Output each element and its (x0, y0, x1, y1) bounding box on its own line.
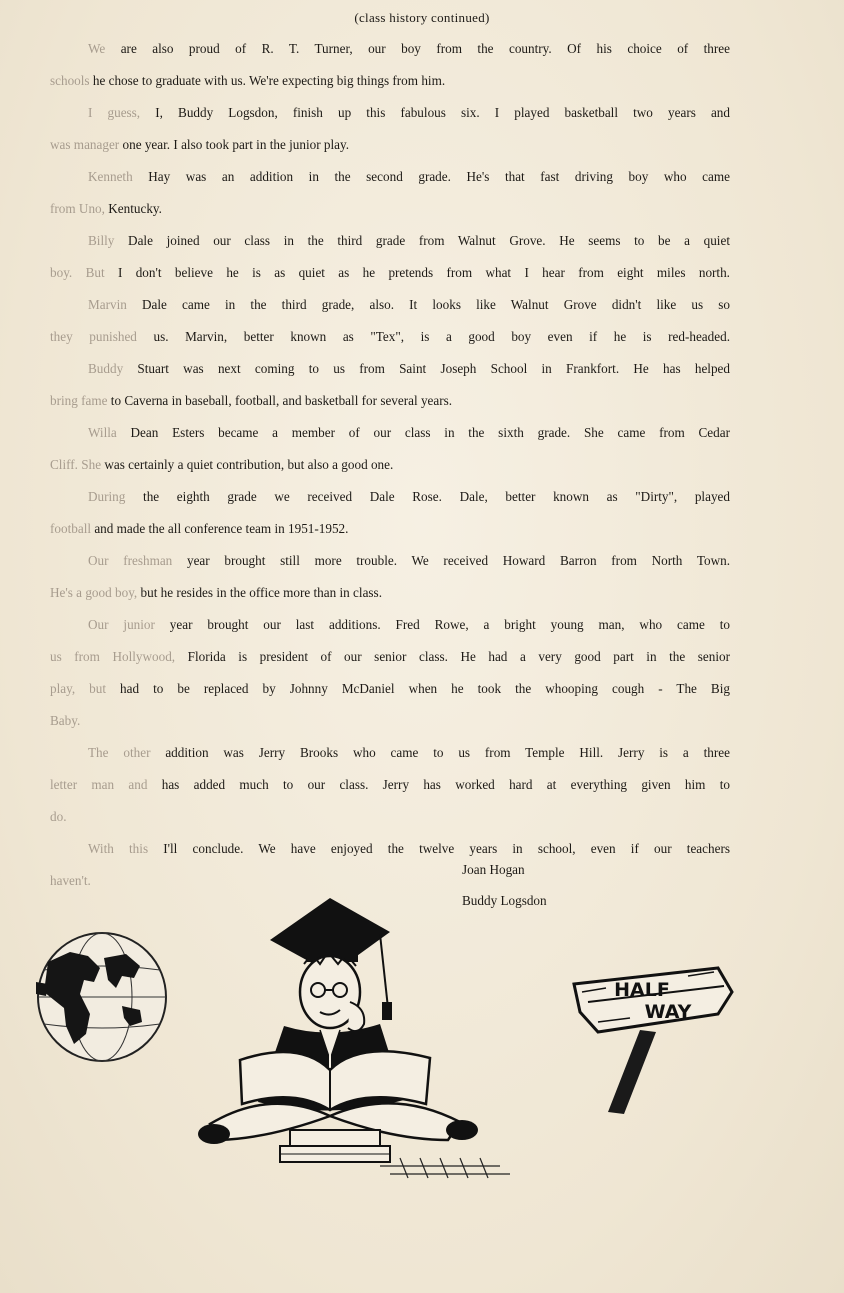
faded-text: Kenneth (88, 169, 133, 184)
faded-text: I guess, (88, 105, 141, 120)
text-line (50, 136, 730, 168)
line-text: I don't believe he is as quiet as he pretends from what I hear from eight miles north. (104, 265, 730, 280)
faded-text: Billy (88, 233, 115, 248)
text-line (50, 296, 730, 328)
text-line (50, 456, 730, 488)
line-text: I, Buddy Logsdon, finish up this fabulous six. I played basketball two years and (140, 105, 730, 120)
line-text: Florida is president of our senior class. He had a very good part in the senior (175, 649, 730, 664)
text-line (50, 72, 730, 104)
text-line (50, 520, 730, 552)
line-text: are also proud of R. T. Turner, our boy from the country. Of his choice of three (105, 41, 730, 56)
faded-text: The other (88, 745, 151, 760)
text-line (50, 104, 730, 136)
faded-text: Baby. (50, 713, 81, 728)
signature-buddy-logsdon: Buddy Logsdon (462, 893, 547, 908)
graduate-illustration (180, 890, 530, 1180)
line-text: the eighth grade we received Dale Rose. Dale, better known as "Dirty", played (125, 489, 730, 504)
text-line (50, 488, 730, 520)
faded-text: from Uno, (50, 201, 105, 216)
sign-text-half: HALF (614, 979, 670, 1001)
faded-text: was manager (50, 137, 120, 152)
faded-text: football (50, 521, 92, 536)
faded-text: Our freshman (88, 553, 173, 568)
text-line (50, 360, 730, 392)
text-line (50, 744, 730, 776)
class-history-text (50, 40, 730, 904)
line-text: addition was Jerry Brooks who came to us from Temple Hill. Jerry is a three (150, 745, 730, 760)
line-text: I'll conclude. We have enjoyed the twelve years in school, even if our teachers (148, 841, 730, 856)
faded-text: play, but (50, 681, 107, 696)
text-line (50, 776, 730, 808)
half-way-sign-illustration (568, 962, 758, 1152)
text-line (50, 168, 730, 200)
faded-text: schools (50, 73, 90, 88)
faded-text: haven't. (50, 873, 91, 888)
text-line (50, 840, 730, 872)
faded-text: We (88, 41, 106, 56)
line-text: to Caverna in baseball, football, and basketball for several years. (107, 393, 453, 408)
text-line (50, 648, 730, 680)
faded-text: He's a good boy, (50, 585, 138, 600)
page-header: (class history continued) (354, 10, 490, 25)
globe-illustration (30, 922, 180, 1072)
line-text: year brought our last additions. Fred Rowe, a bright young man, who came to (154, 617, 730, 632)
text-line (50, 392, 730, 424)
line-text: has added much to our class. Jerry has worked hard at everything given him to (147, 777, 730, 792)
text-line (50, 264, 730, 296)
text-line (50, 232, 730, 264)
faded-text: Cliff. She (50, 457, 102, 472)
faded-text: Our junior (88, 617, 155, 632)
faded-text: During (88, 489, 126, 504)
faded-text: Buddy (88, 361, 124, 376)
text-line (50, 328, 730, 360)
line-text: was certainly a quiet contribution, but also a good one. (101, 457, 394, 472)
text-line (50, 424, 730, 456)
line-text: Hay was an addition in the second grade. He's that fast driving boy who came (132, 169, 730, 184)
faded-text: Marvin (88, 297, 127, 312)
line-text: he chose to graduate with us. We're expecting big things from him. (89, 73, 446, 88)
faded-text: letter man and (50, 777, 148, 792)
faded-text: bring fame (50, 393, 108, 408)
line-text: Dale joined our class in the third grade from Walnut Grove. He seems to be a quiet (114, 233, 730, 248)
faded-text: Willa (88, 425, 117, 440)
line-text: and made the all conference team in 1951-1952. (91, 521, 349, 536)
faded-text: With this (88, 841, 149, 856)
text-line (50, 808, 730, 840)
line-text: Kentucky. (104, 201, 162, 216)
text-line (50, 40, 730, 72)
text-line (50, 200, 730, 232)
text-line (50, 552, 730, 584)
faded-text: boy. But (50, 265, 105, 280)
text-line (50, 616, 730, 648)
line-text: us. Marvin, better known as "Tex", is a good boy even if he is red-headed. (136, 329, 731, 344)
faded-text: they punished (50, 329, 137, 344)
faded-text: do. (50, 809, 67, 824)
sign-text-way: WAY (644, 1001, 692, 1023)
line-text: had to be replaced by Johnny McDaniel when he took the whooping cough - The Big (106, 681, 730, 696)
line-text: Stuart was next coming to us from Saint Joseph School in Frankfort. He has helped (123, 361, 730, 376)
line-text: but he resides in the office more than in class. (137, 585, 382, 600)
signature-joan-hogan: Joan Hogan (462, 862, 525, 877)
faded-text: us from Hollywood, (50, 649, 176, 664)
text-line (50, 584, 730, 616)
line-text: one year. I also took part in the junior play. (119, 137, 350, 152)
text-line (50, 712, 730, 744)
line-text: Dean Esters became a member of our class in the sixth grade. She came from Cedar (116, 425, 730, 440)
line-text: Dale came in the third grade, also. It looks like Walnut Grove didn't like us so (126, 297, 730, 312)
text-line (50, 680, 730, 712)
line-text: year brought still more trouble. We received Howard Barron from North Town. (172, 553, 730, 568)
